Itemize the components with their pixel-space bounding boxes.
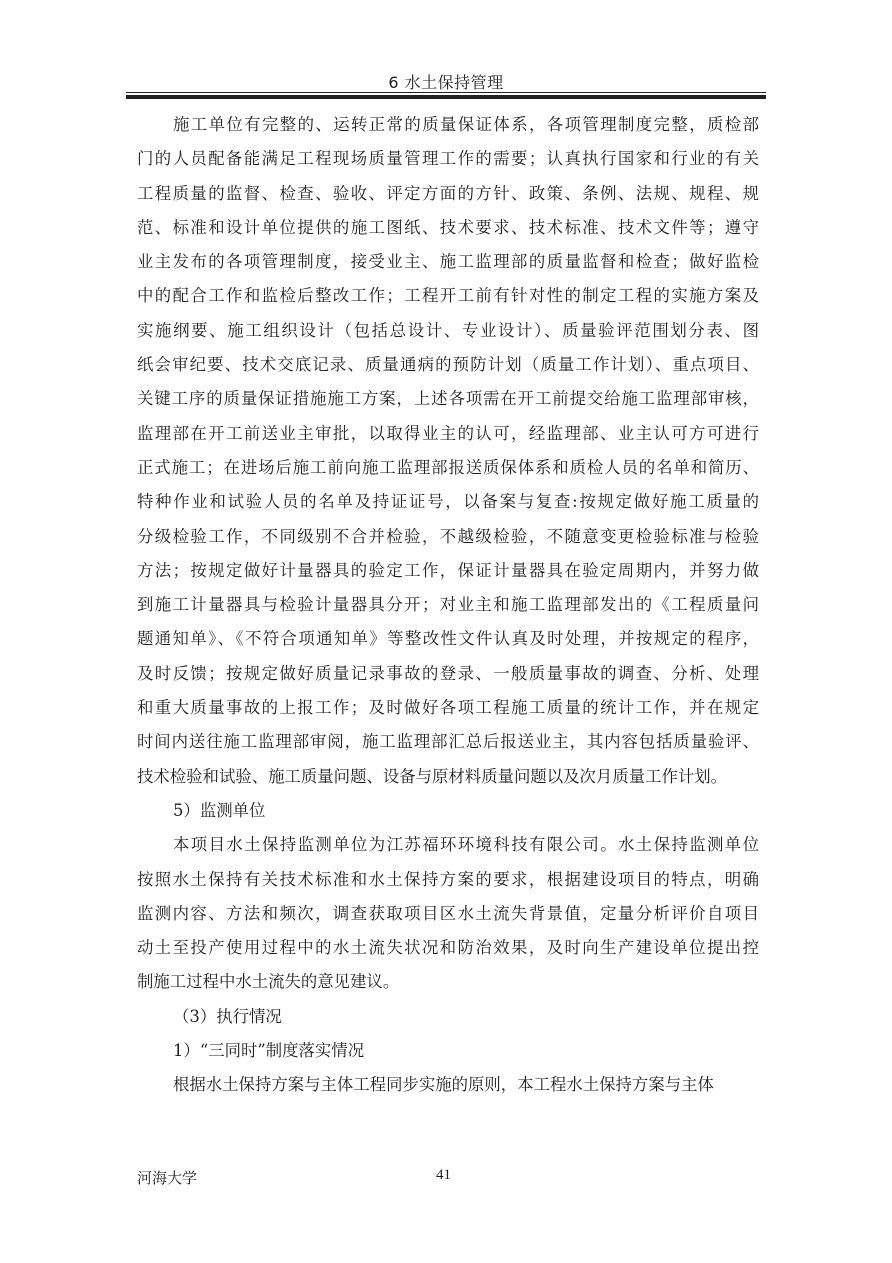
paragraph-line: 特种作业和试验人员的名单及持证证号，以备案与复查:按规定做好施工质量的 [137,492,759,512]
paragraph-line: 纸会审纪要、技术交底记录、质量通病的预防计划（质量工作计划）、重点项目、 [137,355,759,375]
paragraph-line: 业主发布的各项管理制度，接受业主、施工监理部的质量监督和检查；做好监检 [137,252,759,272]
paragraph-line: 到施工计量器具与检验计量器具分开；对业主和施工监理部发出的《工程质量问 [137,595,759,615]
paragraph-line: 范、标准和设计单位提供的施工图纸、技术要求、技术标准、技术文件等；遵守 [137,217,759,237]
section-heading: 1）“三同时”制度落实情况 [173,1041,365,1061]
paragraph-line: 制施工过程中水土流失的意见建议。 [137,972,400,992]
paragraph-line: 按照水土保持有关技术标准和水土保持方案的要求，根据建设项目的特点，明确 [137,869,759,889]
paragraph-line: 中的配合工作和监检后整改工作；工程开工前有针对性的制定工程的实施方案及 [137,286,759,306]
paragraph-line: 题通知单》、《不符合项通知单》等整改性文件认真及时处理，并按规定的程序， [137,629,759,649]
paragraph-line: 工程质量的监督、检查、验收、评定方面的方针、政策、条例、法规、规程、规 [137,183,759,203]
section-heading: 5）监测单位 [173,800,266,820]
header-rule-thick [126,95,766,99]
header-rule-thin [126,92,766,93]
paragraph-line: 监理部在开工前送业主审批，以取得业主的认可，经监理部、业主认可方可进行 [137,423,759,443]
section-heading: （3）执行情况 [173,1006,282,1026]
paragraph-line: 监测内容、方法和频次，调查获取项目区水土流失背景值，定量分析评价自项目 [137,903,759,923]
running-header-title: 6 水土保持管理 [388,73,504,92]
footer-institution: 河海大学 [137,1169,198,1187]
paragraph-line: 门的人员配备能满足工程现场质量管理工作的需要；认真执行国家和行业的有关 [137,149,759,169]
paragraph-line: 正式施工；在进场后施工前向施工监理部报送质保体系和质检人员的名单和简历、 [137,457,759,477]
paragraph-line: 实施纲要、施工组织设计（包括总设计、专业设计）、质量验评范围划分表、图 [137,320,759,340]
paragraph-line: 及时反馈；按规定做好质量记录事故的登录、一般质量事故的调查、分析、处理 [137,663,759,683]
paragraph-line: 关键工序的质量保证措施施工方案，上述各项需在开工前提交给施工监理部审核， [137,389,759,409]
body-text [137,108,759,1103]
paragraph-line: 和重大质量事故的上报工作；及时做好各项工程施工质量的统计工作，并在规定 [137,698,759,718]
paragraph-line: 本项目水土保持监测单位为江苏福环环境科技有限公司。水土保持监测单位 [173,835,759,855]
paragraph-line: 根据水土保持方案与主体工程同步实施的原则，本工程水土保持方案与主体 [173,1075,714,1095]
paragraph-line: 时间内送往施工监理部审阅，施工监理部汇总后报送业主，其内容包括质量验评、 [137,732,759,752]
paragraph-line: 技术检验和试验、施工质量问题、设备与原材料质量问题以及次月质量工作计划。 [137,766,728,786]
paragraph-line: 方法；按规定做好计量器具的验定工作，保证计量器具在验定周期内，并努力做 [137,560,759,580]
paragraph-line: 动土至投产使用过程中的水土流失状况和防治效果，及时向生产建设单位提出控 [137,938,759,958]
paragraph-line: 施工单位有完整的、运转正常的质量保证体系，各项管理制度完整，质检部 [173,115,759,134]
paragraph-line: 分级检验工作，不同级别不合并检验，不越级检验，不随意变更检验标准与检验 [137,526,759,546]
page-number: 41 [436,1167,451,1183]
